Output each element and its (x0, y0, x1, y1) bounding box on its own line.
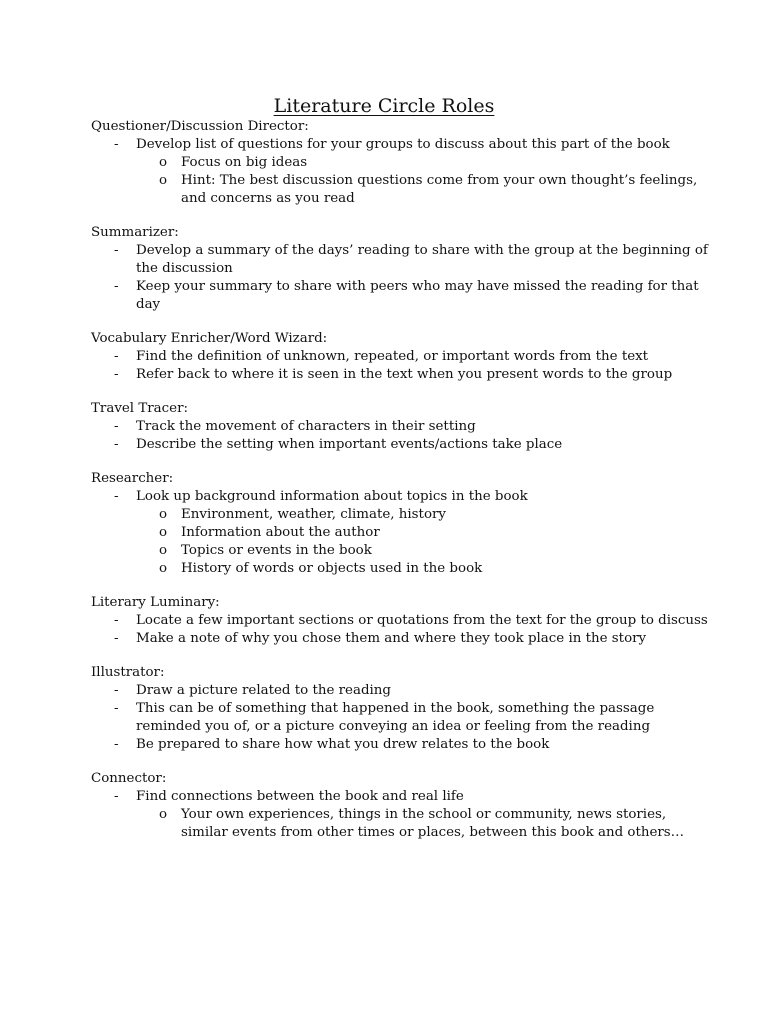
sub-bullet-text: Focus on big ideas (181, 155, 308, 170)
role-sub-bullet (91, 506, 708, 524)
dash-bullet-icon: - (114, 279, 119, 294)
role-heading: Researcher: (91, 471, 174, 486)
role-bullet (91, 488, 708, 506)
role-bullet (91, 788, 708, 806)
role-sub-bullet (91, 560, 708, 578)
dash-bullet-icon: - (114, 367, 119, 382)
bullet-text: Describe the setting when important events/actions take place (136, 437, 563, 452)
dash-bullet-icon: - (114, 419, 119, 434)
role-heading: Vocabulary Enricher/Word Wizard: (91, 331, 328, 346)
bullet-text: Locate a few important sections or quotations from the text for the group to discuss (136, 613, 708, 628)
role-bullet (91, 630, 708, 648)
role-sub-bullet (91, 542, 708, 560)
sub-bullet-text: Information about the author (181, 525, 380, 540)
role-bullet (91, 682, 708, 700)
role-heading: Illustrator: (91, 665, 165, 680)
circle-bullet-icon: o (159, 155, 168, 170)
role-sub-bullet (91, 154, 708, 172)
role-bullet (91, 136, 708, 154)
dash-bullet-icon: - (114, 683, 119, 698)
role-sub-bullet (91, 524, 708, 542)
role-section (91, 118, 708, 208)
role-section (91, 470, 708, 578)
circle-bullet-icon: o (159, 561, 168, 576)
dash-bullet-icon: - (114, 489, 119, 504)
role-section (91, 594, 708, 648)
page-title: Literature Circle Roles (273, 95, 495, 117)
role-section (91, 770, 708, 842)
dash-bullet-icon: - (114, 789, 119, 804)
role-section (91, 224, 708, 314)
bullet-text: Keep your summary to share with peers who may have missed the reading for that day (136, 279, 699, 312)
circle-bullet-icon: o (159, 507, 168, 522)
role-bullet (91, 366, 708, 384)
bullet-text: This can be of something that happened in the book, something the passage reminded you of, or a picture conveying an idea or feeling from the reading (136, 701, 655, 734)
role-sub-bullet (91, 806, 708, 842)
role-bullet (91, 348, 708, 366)
role-bullet (91, 436, 708, 454)
dash-bullet-icon: - (114, 631, 119, 646)
role-bullet (91, 736, 708, 754)
role-heading: Travel Tracer: (91, 401, 188, 416)
circle-bullet-icon: o (159, 543, 168, 558)
dash-bullet-icon: - (114, 243, 119, 258)
circle-bullet-icon: o (159, 807, 168, 822)
dash-bullet-icon: - (114, 613, 119, 628)
role-bullet (91, 278, 708, 314)
role-bullet (91, 418, 708, 436)
dash-bullet-icon: - (114, 437, 119, 452)
role-bullet (91, 242, 708, 278)
bullet-text: Make a note of why you chose them and where they took place in the story (136, 631, 647, 646)
circle-bullet-icon: o (159, 525, 168, 540)
sub-bullet-text: History of words or objects used in the book (181, 561, 483, 576)
sub-bullet-text: Hint: The best discussion questions come from your own thought’s feelings, and concerns as you read (181, 173, 698, 206)
sub-bullet-text: Your own experiences, things in the school or community, news stories, similar events from other times or places, between this book and others… (181, 807, 685, 840)
dash-bullet-icon: - (114, 137, 119, 152)
bullet-text: Draw a picture related to the reading (136, 683, 391, 698)
dash-bullet-icon: - (114, 349, 119, 364)
role-bullet (91, 612, 708, 630)
bullet-text: Find connections between the book and real life (136, 789, 464, 804)
role-heading: Literary Luminary: (91, 595, 220, 610)
bullet-text: Find the definition of unknown, repeated, or important words from the text (136, 349, 649, 364)
role-section (91, 400, 708, 454)
role-sub-bullet (91, 172, 708, 208)
bullet-text: Develop a summary of the days’ reading to share with the group at the beginning of the discussion (136, 243, 708, 276)
role-heading: Questioner/Discussion Director: (91, 119, 309, 134)
bullet-text: Develop list of questions for your groups to discuss about this part of the book (136, 137, 670, 152)
role-section (91, 664, 708, 754)
bullet-text: Refer back to where it is seen in the text when you present words to the group (136, 367, 673, 382)
bullet-text: Be prepared to share how what you drew relates to the book (136, 737, 550, 752)
sub-bullet-text: Environment, weather, climate, history (181, 507, 446, 522)
circle-bullet-icon: o (159, 173, 168, 188)
role-heading: Connector: (91, 771, 167, 786)
dash-bullet-icon: - (114, 701, 119, 716)
sub-bullet-text: Topics or events in the book (181, 543, 372, 558)
bullet-text: Look up background information about topics in the book (136, 489, 528, 504)
role-list (91, 118, 708, 842)
role-section (91, 330, 708, 384)
role-bullet (91, 700, 708, 736)
role-heading: Summarizer: (91, 225, 179, 240)
dash-bullet-icon: - (114, 737, 119, 752)
bullet-text: Track the movement of characters in their setting (136, 419, 476, 434)
